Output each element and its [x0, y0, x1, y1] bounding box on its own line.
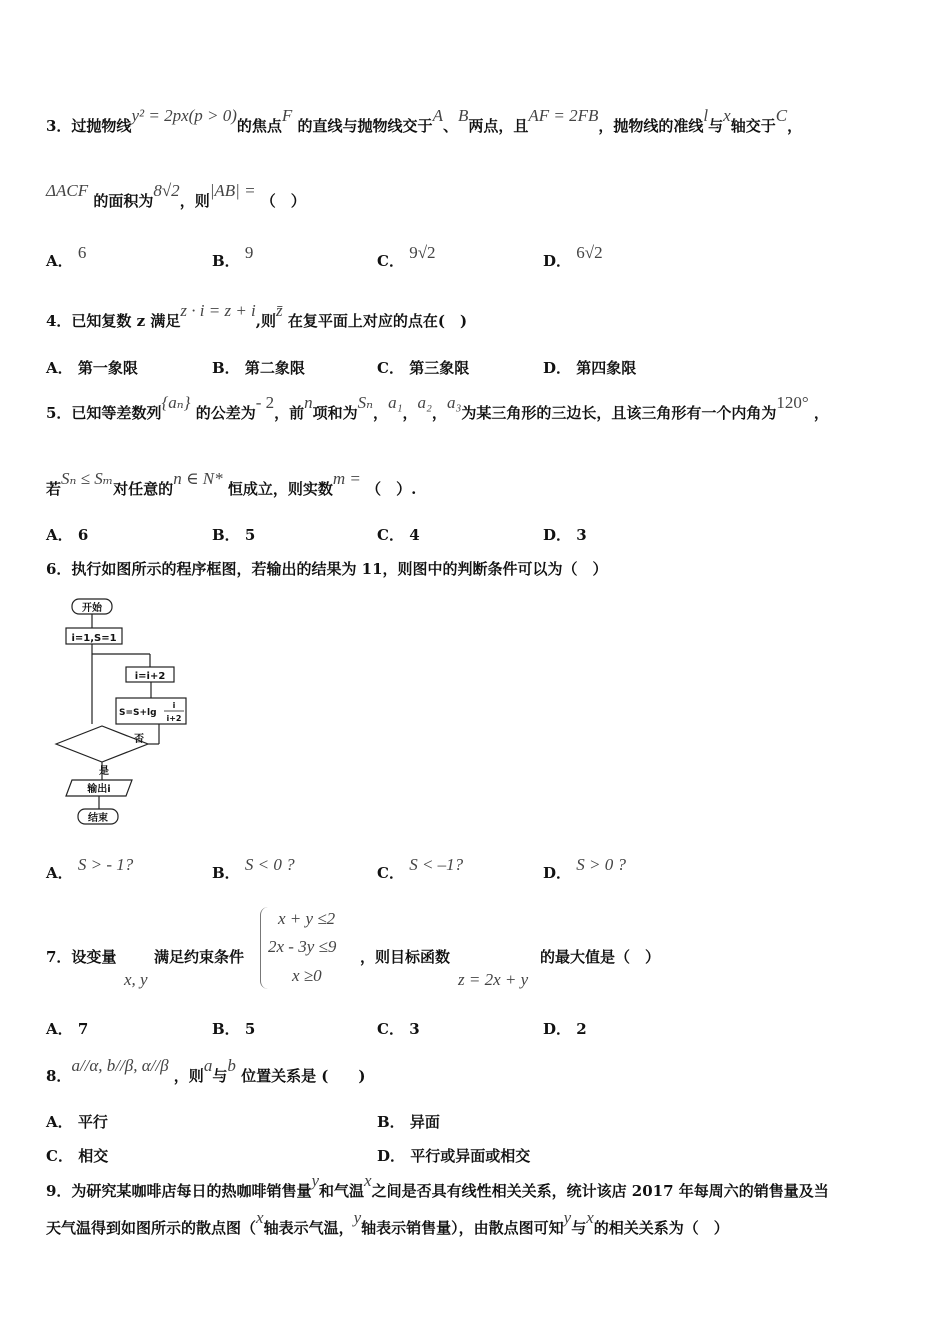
- option-value: 3: [409, 1020, 420, 1038]
- option-value: 平行: [77, 1113, 108, 1131]
- option-label: C．: [377, 526, 404, 544]
- q8-b: b: [227, 1056, 236, 1075]
- q7-text: 的最大值是（ ）: [540, 948, 661, 966]
- q5-line1: [46, 393, 829, 423]
- option-value: 5: [244, 1020, 256, 1038]
- q7-objective: z = 2x + y: [458, 970, 529, 989]
- option-label: B．: [212, 359, 240, 377]
- q5-text: ，: [431, 404, 447, 422]
- option-value: 4: [409, 526, 420, 544]
- option-label: B．: [212, 1020, 240, 1038]
- option-label: A．: [46, 864, 73, 882]
- q5-line2: [46, 469, 417, 499]
- q4-prefix: 4．已知复数 z 满足: [46, 312, 181, 330]
- q5-text: ，: [402, 404, 418, 422]
- q3-line2: [46, 181, 306, 211]
- q5-text: （ ）.: [366, 480, 417, 498]
- q4-text: ,则: [255, 312, 277, 330]
- option-label: B．: [212, 864, 240, 882]
- option-value: 7: [77, 1020, 89, 1038]
- option-value: 平行或异面或相交: [410, 1147, 531, 1165]
- q7-option-b[interactable]: [212, 1018, 255, 1039]
- q3-text: ，: [787, 117, 803, 135]
- option-label: C．: [377, 864, 404, 882]
- option-value: 5: [244, 526, 256, 544]
- option-label: A．: [46, 359, 73, 377]
- q5-inequality: Sₙ ≤ Sₘ: [61, 469, 114, 488]
- q4-text: 在复平面上对应的点在( ): [287, 312, 468, 330]
- q6-option-d[interactable]: [543, 855, 626, 883]
- option-label: D．: [543, 1020, 572, 1038]
- q9-text: 和气温: [319, 1182, 365, 1200]
- option-value: 6: [77, 243, 87, 262]
- option-value: 9: [244, 243, 254, 262]
- q9-y: y: [353, 1208, 362, 1227]
- q9-y: y: [563, 1208, 572, 1227]
- option-value: 相交: [78, 1147, 109, 1165]
- q3-text: ，则: [179, 192, 210, 210]
- option-value: S > - 1?: [77, 855, 134, 874]
- q9-text: 的相关关系为（ ）: [593, 1219, 729, 1237]
- flow-no: 否: [134, 734, 144, 745]
- flow-inc: i=i+2: [134, 671, 166, 682]
- option-label: D．: [543, 526, 572, 544]
- q8-prefix: 8．: [46, 1067, 72, 1085]
- q8-line: [46, 1056, 366, 1086]
- option-label: A．: [46, 252, 73, 270]
- q6-option-c[interactable]: [377, 855, 464, 883]
- q9-text: 轴表示气温，: [263, 1219, 354, 1237]
- option-value: 第三象限: [409, 359, 470, 377]
- q4-option-c[interactable]: [377, 357, 469, 378]
- q5-text: 为某三角形的三边长，且该三角形有一个内角为: [461, 404, 777, 422]
- q4-option-d[interactable]: [543, 357, 636, 378]
- q3-line1: [46, 106, 803, 136]
- q7-text: ，则目标函数: [360, 948, 451, 966]
- q6-text: 6．执行如图所示的程序框图，若输出的结果为 11，则图中的判断条件可以为（ ）: [46, 560, 608, 578]
- q4-conjugate: z̄: [276, 301, 283, 320]
- q5-m: m =: [332, 469, 361, 488]
- q3-text: （ ）: [260, 192, 306, 210]
- q3-text: 的焦点: [236, 117, 282, 135]
- q5-text: ，: [373, 404, 389, 422]
- q5-domain: n ∈ N*: [173, 469, 223, 488]
- q8-condition: a//α, b//β, α//β: [71, 1056, 169, 1075]
- q5-sequence: {aₙ}: [161, 393, 191, 412]
- q9-text: 与: [571, 1219, 587, 1237]
- q7-option-c[interactable]: [377, 1018, 420, 1039]
- q9-line1: [46, 1171, 829, 1201]
- option-value: S > 0 ?: [576, 855, 626, 874]
- q5-option-d[interactable]: [543, 524, 587, 545]
- option-label: C．: [46, 1147, 73, 1165]
- q8-option-d[interactable]: [377, 1145, 530, 1166]
- option-label: D．: [543, 359, 572, 377]
- q9-text: 轴表示销售量），由散点图可知: [361, 1219, 564, 1237]
- q7-vars: x, y: [124, 970, 148, 989]
- q3-option-a[interactable]: [46, 243, 87, 271]
- q3-text: ，抛物线的准线: [598, 117, 704, 135]
- q3-text: 的直线与抛物线交于: [297, 117, 433, 135]
- q9-x: x: [256, 1208, 264, 1227]
- q5-option-b[interactable]: [212, 524, 255, 545]
- q9-x: x: [586, 1208, 594, 1227]
- option-value: S < –1?: [409, 855, 464, 874]
- q5-option-a[interactable]: [46, 524, 88, 545]
- q8-text: 与: [212, 1067, 228, 1085]
- q6-option-a[interactable]: [46, 855, 134, 883]
- q7-prefix: 7．设变量: [46, 948, 117, 966]
- q5-difference: - 2: [255, 393, 275, 412]
- option-value: 9√2: [409, 243, 436, 262]
- q5-text: 项和为: [312, 404, 358, 422]
- q5-a3: a₃: [446, 393, 462, 412]
- option-value: 6√2: [576, 243, 603, 262]
- flow-init: i=1,S=1: [71, 633, 117, 644]
- option-label: C．: [377, 1020, 404, 1038]
- option-value: 2: [576, 1020, 587, 1038]
- option-label: D．: [543, 864, 572, 882]
- q6-option-b[interactable]: [212, 855, 295, 883]
- q5-text: 对任意的: [113, 480, 174, 498]
- option-label: D．: [377, 1147, 406, 1165]
- flow-output: 输出i: [87, 784, 111, 795]
- q8-option-b[interactable]: [377, 1111, 440, 1132]
- q9-text: 之间是否具有线性相关关系，统计该店 2017 年每周六的销售量及当: [371, 1182, 829, 1200]
- flow-end: 结束: [88, 813, 108, 824]
- flow-update: S=S+lg: [119, 708, 157, 718]
- q5-option-c[interactable]: [377, 524, 420, 545]
- option-label: A．: [46, 1020, 73, 1038]
- q9-text: 天气温得到如图所示的散点图（: [46, 1219, 257, 1237]
- q6-flowchart: [44, 596, 204, 831]
- q4-option-b[interactable]: [212, 357, 305, 378]
- q3-area: 8√2: [153, 181, 180, 200]
- flow-start: 开始: [82, 603, 102, 614]
- q3-option-c[interactable]: [377, 243, 436, 271]
- option-label: C．: [377, 252, 404, 270]
- q9-y: y: [311, 1171, 319, 1190]
- option-value: S < 0 ?: [244, 855, 295, 874]
- q5-a1: a₁: [388, 393, 403, 412]
- option-label: A．: [46, 526, 73, 544]
- option-label: B．: [212, 252, 240, 270]
- q3-text: 轴交于: [730, 117, 776, 135]
- q3-triangle: ΔACF: [46, 181, 89, 200]
- q5-angle: 120°: [776, 393, 809, 412]
- q3-parabola-eq: y² = 2px(p > 0): [131, 106, 237, 125]
- option-value: 异面: [409, 1113, 440, 1131]
- q8-text: 位置关系是 ( ): [241, 1067, 366, 1085]
- q4-line: [46, 301, 468, 331]
- q9-line2: [46, 1208, 729, 1238]
- q3-text: 的面积为: [93, 192, 154, 210]
- q5-prefix: 5．已知等差数列: [46, 404, 162, 422]
- q5-text: ，前: [274, 404, 305, 422]
- q3-point-b: B: [457, 106, 469, 125]
- q5-a2: a₂: [417, 393, 432, 412]
- q5-text: 的公差为: [195, 404, 256, 422]
- q3-condition: AF = 2FB: [528, 106, 599, 125]
- q8-a: a: [203, 1056, 213, 1075]
- option-label: A．: [46, 1113, 73, 1131]
- flow-frac-num: i: [172, 701, 176, 710]
- q8-text: ，则: [173, 1067, 204, 1085]
- q3-focus: F: [281, 106, 293, 125]
- q5-text: 恒成立，则实数: [227, 480, 333, 498]
- q8-option-a[interactable]: [46, 1111, 108, 1132]
- q3-point-c: C: [775, 106, 788, 125]
- q5-n: n: [304, 393, 313, 412]
- flow-frac-den: i+2: [166, 714, 182, 723]
- option-value: 3: [576, 526, 587, 544]
- option-value: 第四象限: [576, 359, 637, 377]
- q3-x-axis: x: [723, 106, 731, 125]
- q3-option-b[interactable]: [212, 243, 254, 271]
- q3-prefix: 3．过抛物线: [46, 117, 132, 135]
- q7-option-d[interactable]: [543, 1018, 587, 1039]
- q7-constraint-3: x ≥0: [292, 966, 322, 985]
- q5-text: 若: [46, 480, 62, 498]
- option-value: 第二象限: [244, 359, 305, 377]
- q4-option-a[interactable]: [46, 357, 138, 378]
- option-label: B．: [377, 1113, 405, 1131]
- option-value: 第一象限: [77, 359, 138, 377]
- q9-text: 9．为研究某咖啡店每日的热咖啡销售量: [46, 1182, 312, 1200]
- q3-text: 两点，且: [468, 117, 529, 135]
- q3-ab-length: |AB| =: [209, 181, 256, 200]
- q8-option-c[interactable]: [46, 1145, 108, 1166]
- q3-text: 与: [708, 117, 724, 135]
- flow-yes: 是: [99, 766, 109, 777]
- q5-sn: Sₙ: [357, 393, 374, 412]
- option-label: D．: [543, 252, 572, 270]
- q7-option-a[interactable]: [46, 1018, 88, 1039]
- q7-constraint-1: x + y ≤2: [278, 909, 336, 928]
- q3-text: 、: [442, 117, 458, 135]
- q9-x: x: [364, 1171, 372, 1190]
- q7-text: 满足约束条件: [154, 948, 245, 966]
- q3-point-a: A: [432, 106, 443, 125]
- q3-directrix: l: [703, 106, 709, 125]
- option-label: B．: [212, 526, 240, 544]
- q7-constraint-2: 2x - 3y ≤9: [268, 937, 337, 956]
- q3-option-d[interactable]: [543, 243, 603, 271]
- option-value: 6: [77, 526, 89, 544]
- option-label: C．: [377, 359, 404, 377]
- q5-text: ，: [813, 404, 829, 422]
- q4-equation: z · i = z + i: [180, 301, 256, 320]
